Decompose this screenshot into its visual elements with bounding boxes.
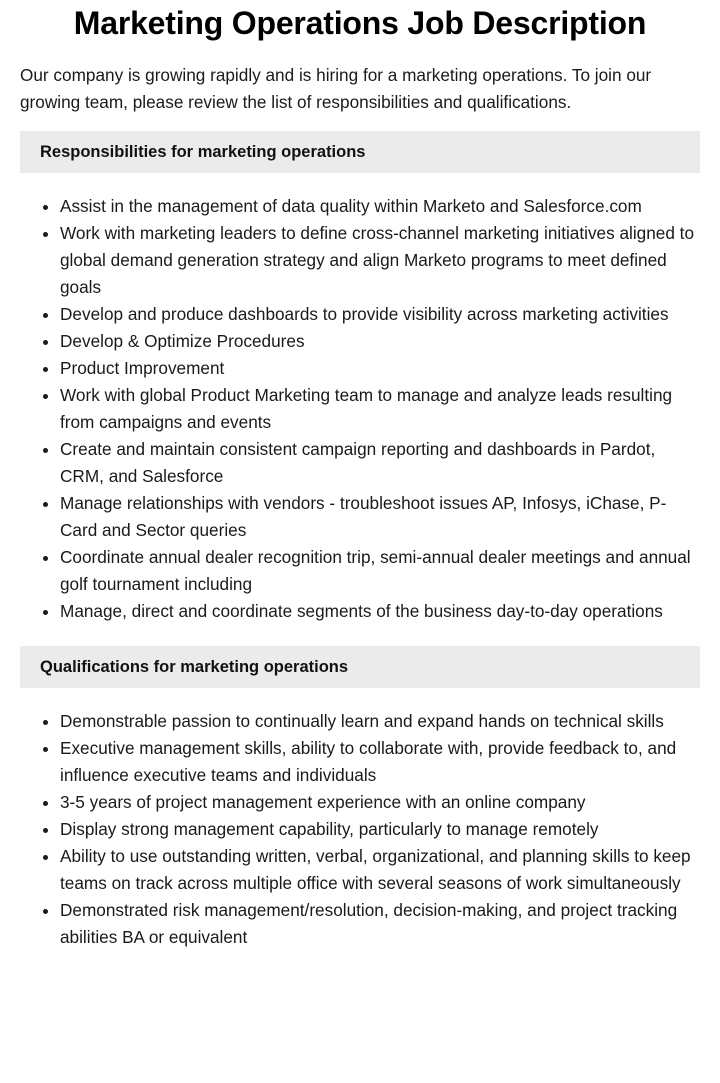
list-item: Develop & Optimize Procedures (60, 328, 700, 355)
list-item: Assist in the management of data quality within Marketo and Salesforce.com (60, 193, 700, 220)
responsibilities-list (20, 193, 700, 625)
list-item: 3-5 years of project management experience with an online company (60, 789, 700, 816)
list-item: Work with global Product Marketing team to manage and analyze leads resulting from campaigns and events (60, 382, 700, 436)
list-item: Display strong management capability, particularly to manage remotely (60, 816, 700, 843)
list-item: Coordinate annual dealer recognition trip, semi-annual dealer meetings and annual golf tournament including (60, 544, 700, 598)
list-item: Manage, direct and coordinate segments of the business day-to-day operations (60, 598, 700, 625)
section-spacer (20, 625, 700, 631)
list-item: Demonstrated risk management/resolution, decision-making, and project tracking abilities BA or equivalent (60, 897, 700, 951)
intro-paragraph: Our company is growing rapidly and is hiring for a marketing operations. To join our growing team, please review the list of responsibilities and qualifications. (20, 65, 652, 112)
list-item: Ability to use outstanding written, verbal, organizational, and planning skills to keep teams on track across multiple office with several seasons of work simultaneously (60, 843, 700, 897)
list-item: Product Improvement (60, 355, 700, 382)
list-item: Manage relationships with vendors - troubleshoot issues AP, Infosys, iChase, P-Card and Sector queries (60, 490, 700, 544)
list-item: Work with marketing leaders to define cross-channel marketing initiatives aligned to global demand generation strategy and align Marketo programs to meet defined goals (60, 220, 700, 301)
list-item: Executive management skills, ability to collaborate with, provide feedback to, and influence executive teams and individuals (60, 735, 700, 789)
list-item: Demonstrable passion to continually learn and expand hands on technical skills (60, 708, 700, 735)
qualifications-heading: Qualifications for marketing operations (20, 646, 700, 688)
list-item: Create and maintain consistent campaign reporting and dashboards in Pardot, CRM, and Salesforce (60, 436, 700, 490)
list-item: Develop and produce dashboards to provide visibility across marketing activities (60, 301, 700, 328)
page-title: Marketing Operations Job Description (73, 5, 647, 41)
responsibilities-heading: Responsibilities for marketing operations (20, 131, 700, 173)
qualifications-list (20, 708, 700, 951)
